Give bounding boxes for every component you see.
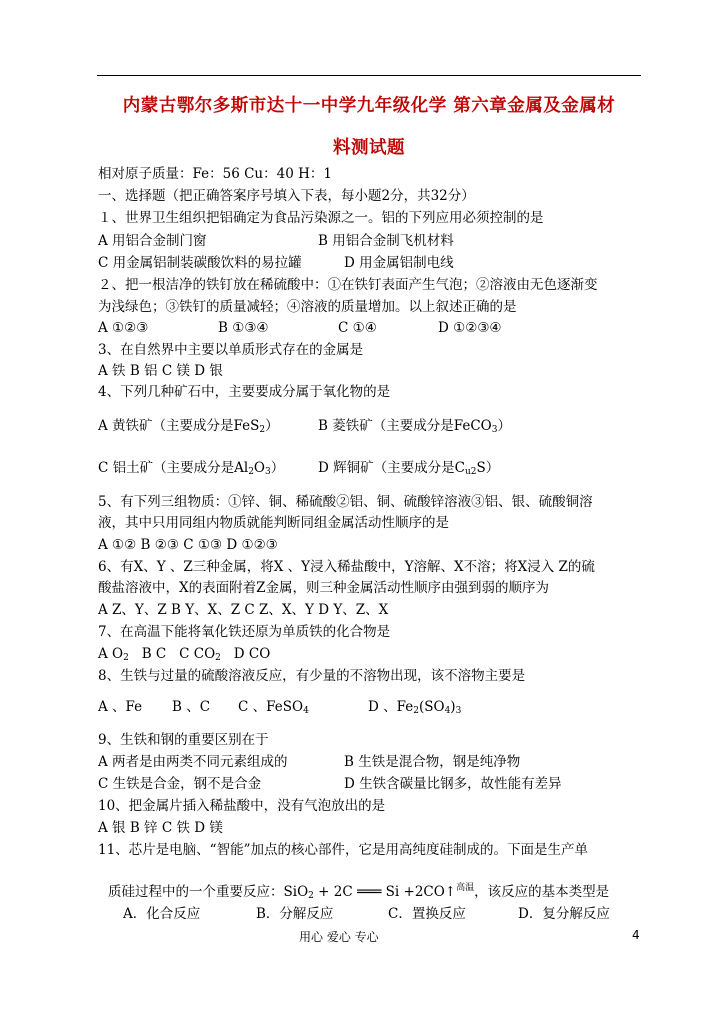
q11-option-c: C．置换反应	[388, 906, 466, 922]
q8-option-d: D 、$Fe_2(SO_4)_3$	[368, 699, 462, 716]
q4-stem: 4、下列几种矿石中，主要要成分属于氧化物的是	[98, 384, 391, 400]
q7-option-c: C $CO_2$	[179, 646, 221, 663]
q6-stem-2: 酸盐溶液中，X的表面附着Z金属，则三种金属活动性顺序由强到弱的顺序为	[98, 580, 549, 596]
q1-option-d: D 用金属铝制电线	[344, 255, 454, 271]
page-number: 4	[632, 928, 640, 942]
q1-stem: １、世界卫生组织把铝确定为食品污染源之一。铝的下列应用必须控制的是	[98, 210, 544, 226]
footer-motto: 用心 爱心 专心	[299, 930, 379, 944]
q9-stem: 9、生铁和钢的重要区别在于	[98, 732, 269, 748]
q9-option-c: C 生铁是合金，钢不是合金	[98, 776, 262, 792]
q8-option-b: B 、C	[172, 699, 211, 715]
q2-option-c: C ①④	[338, 320, 377, 336]
q11-option-d: D．复分解反应	[518, 906, 610, 922]
q10-stem: 10、把金属片插入稀盐酸中，没有气泡放出的是	[98, 798, 386, 814]
q1-option-c: C 用金属铝制装碳酸饮料的易拉罐	[98, 255, 302, 271]
q2-option-b: B ①③④	[218, 320, 269, 336]
q5-options: A ①② B ②③ C ①③ D ①②③	[98, 537, 278, 553]
page-title-line-2: 料测试题	[333, 138, 405, 158]
q6-options: A Z、Y、Z B Y、X、Z C Z、X、Y D Y、Z、X	[98, 602, 389, 618]
q5-stem-2: 液，其中只用同组内物质就能判断同组金属活动性顺序的是	[98, 515, 449, 531]
atomic-mass-line: 相对原子质量：Fe：56 Cu：40 H：1	[98, 166, 332, 182]
q9-option-d: D 生铁含碳量比钢多，故性能有差异	[344, 776, 562, 792]
q4-option-a: A 黄铁矿（主要成分是FeS$_2$）	[98, 418, 279, 435]
q2-option-d: D ①②③④	[438, 320, 502, 336]
q7-option-b: B C	[141, 646, 167, 662]
page-title-line-1: 内蒙古鄂尔多斯市达十一中学九年级化学 第六章金属及金属材	[122, 96, 616, 116]
q7-options	[98, 644, 270, 664]
q11-stem-2: 质硅过程中的一个重要反应：SiO$_2$ + 2C ═══ Si +2CO↑$^{高温}$，该反应的基本类型是	[108, 883, 610, 901]
q11-stem-1: 11、芯片是电脑、“智能”加点的核心部件，它是用高纯度硅制成的。下面是生产单	[98, 842, 588, 858]
header-rule	[97, 75, 641, 76]
q5-stem-1: 5、有下列三组物质：①锌、铜、稀硫酸②铝、铜、硫酸锌溶液③铝、银、硫酸铜溶	[98, 494, 593, 510]
q3-options: A 铁 B 铝 C 镁 D 银	[98, 363, 223, 379]
q4-option-b: B 菱铁矿（主要成分是FeCO$_3$）	[318, 418, 511, 435]
q7-stem: 7、在高温下能将氧化铁还原为单质铁的化合物是	[98, 624, 391, 640]
q2-stem-1: ２、把一根洁净的铁钉放在稀硫酸中：①在铁钉表面产生气泡；②溶液由无色逐渐变	[98, 277, 598, 293]
q8-option-c: C 、FeSO$_4$	[238, 699, 309, 716]
q11-option-b: B．分解反应	[256, 906, 334, 922]
q2-option-a: A ①②③	[98, 320, 149, 336]
q9-option-a: A 两者是由两类不同元素组成的	[98, 754, 288, 770]
q8-option-a: A 、Fe	[98, 699, 143, 715]
reaction-condition: 高温	[456, 883, 475, 893]
q1-option-b: B 用铝合金制飞机材料	[318, 233, 454, 249]
q4-option-c: C 铝土矿（主要成分是$Al_2O_3$）	[98, 460, 285, 477]
section-heading: 一、选择题（把正确答案序号填入下表，每小题2分，共32分）	[98, 188, 475, 204]
q4-option-d: D 辉铜矿（主要成分是$C_{u2}S$）	[318, 460, 500, 477]
q1-option-a: A 用铝合金制门窗	[98, 233, 207, 249]
q8-stem: 8、生铁与过量的硫酸溶液反应，有少量的不溶物出现，该不溶物主要是	[98, 668, 526, 684]
q3-stem: 3、在自然界中主要以单质形式存在的金属是	[98, 342, 364, 358]
q7-option-d: D CO	[233, 646, 271, 662]
q7-option-a: A $O_2$	[98, 646, 129, 663]
q6-stem-1: 6、有X、Y 、Z三种金属，将X 、Y浸入稀盐酸中，Y溶解、X不溶；将X浸入 Z的硫	[98, 559, 595, 575]
q11-option-a: A．化合反应	[123, 906, 201, 922]
q10-options: A 银 B 锌 C 铁 D 镁	[98, 820, 223, 836]
q2-stem-2: 为浅绿色；③铁钉的质量减轻；④溶液的质量增加。以上叙述正确的是	[98, 299, 517, 315]
q9-option-b: B 生铁是混合物，钢是纯净物	[344, 754, 521, 770]
